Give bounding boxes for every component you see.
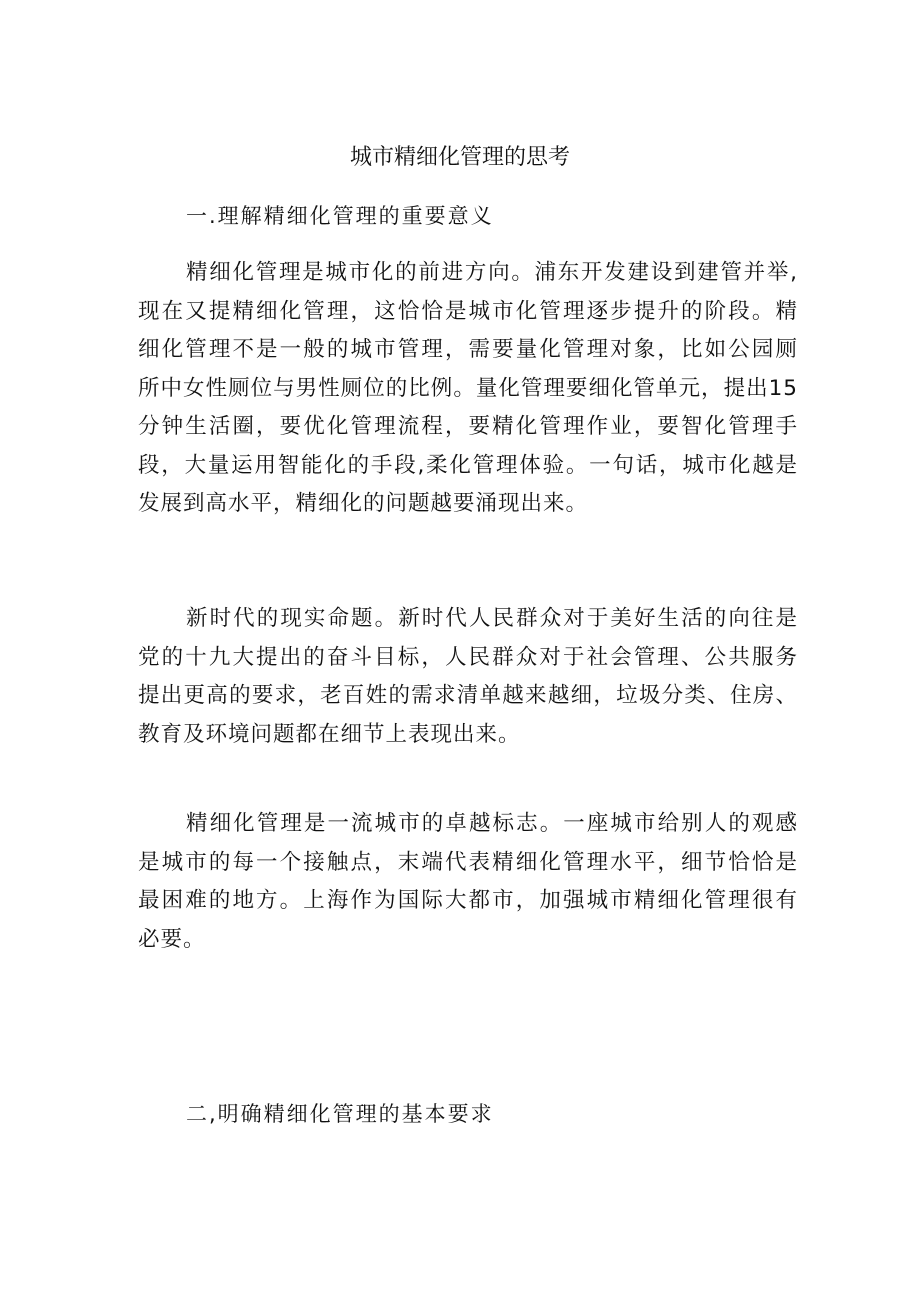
paragraph-line: 现在又提精细化管理，这恰恰是城市化管理逐步提升的阶段。精 xyxy=(138,298,798,324)
paragraph-line: 必要。 xyxy=(138,926,206,952)
paragraph-line: 新时代的现实命题。新时代人民群众对于美好生活的向往是 xyxy=(186,606,798,631)
paragraph-line: 分钟生活圈，要优化管理流程，要精化管理作业，要智化管理手 xyxy=(138,414,798,439)
paragraph-line: 发展到高水平，精细化的问题越要涌现出来。 xyxy=(138,491,589,516)
paragraph-line: 最困难的地方。上海作为国际大都市，加强城市精细化管理很有 xyxy=(138,888,798,913)
section-heading-1: 一.理解精细化管理的重要意义 xyxy=(186,204,494,228)
paragraph-line: 提出更高的要求，老百姓的需求清单越来越细，垃圾分类、住房、 xyxy=(138,683,798,708)
paragraph-line: 精细化管理是城市化的前进方向。浦东开发建设到建管并举, xyxy=(186,260,798,285)
page-title: 城市精细化管理的思考 xyxy=(349,145,570,170)
paragraph-3 xyxy=(138,805,798,959)
paragraph-line: 教育及环境问题都在细节上表现出来。 xyxy=(138,721,521,747)
paragraph-2 xyxy=(138,600,798,754)
paragraph-line: 党的十九大提出的奋斗目标，人民群众对于社会管理、公共服务 xyxy=(138,644,798,670)
section-heading-2: 二,明确精细化管理的基本要求 xyxy=(186,1102,494,1126)
paragraph-line: 所中女性厕位与男性厕位的比例。量化管理要细化管单元，提出15 xyxy=(138,375,798,401)
paragraph-line: 细化管理不是一般的城市管理，需要量化管理对象，比如公园厕 xyxy=(138,337,798,362)
paragraph-line: 是城市的每一个接触点，末端代表精细化管理水平，细节恰恰是 xyxy=(138,849,798,875)
paragraph-line: 精细化管理是一流城市的卓越标志。一座城市给别人的观感 xyxy=(186,811,798,836)
paragraph-1 xyxy=(138,254,798,524)
paragraph-line: 段，大量运用智能化的手段,柔化管理体验。一句话，城市化越是 xyxy=(138,452,798,478)
